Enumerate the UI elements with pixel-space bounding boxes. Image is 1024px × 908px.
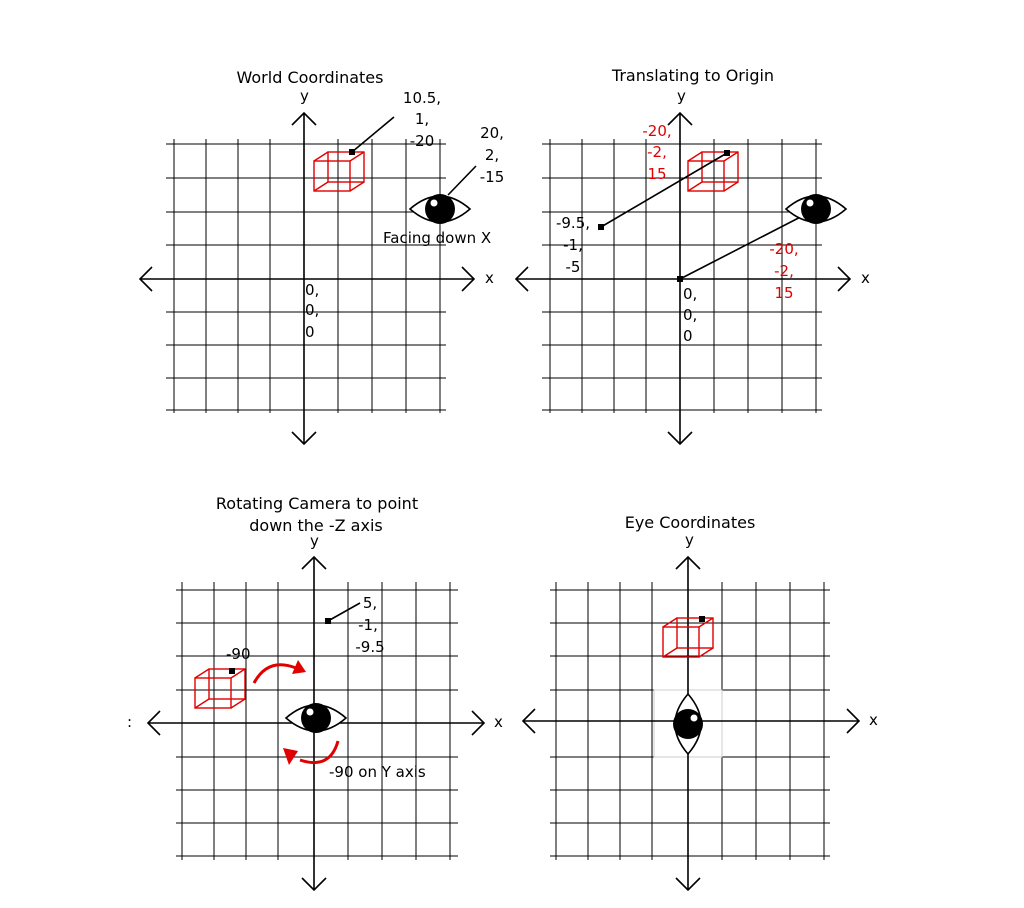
y-axis-label: y [300, 87, 309, 105]
rotation-arrow-icon [254, 660, 306, 683]
y-axis-label: y [685, 531, 694, 549]
point-leader-line [328, 603, 360, 621]
cube-corner-point [699, 616, 705, 622]
svg-text:0,: 0, [683, 285, 698, 303]
cube-icon [314, 152, 364, 191]
svg-text:0: 0 [305, 323, 315, 341]
panel-title: Translating to Origin [611, 66, 775, 85]
svg-text:0,: 0, [305, 301, 320, 319]
svg-text:1,: 1, [414, 110, 430, 128]
panel-title: Eye Coordinates [624, 513, 756, 532]
panel-rotating-camera [127, 494, 503, 890]
panel-eye-coordinates [523, 513, 878, 890]
eye-icon [286, 703, 346, 733]
cube-icon [195, 669, 245, 708]
svg-text:2,: 2, [484, 146, 500, 164]
svg-text:-2,: -2, [774, 262, 794, 280]
x-axis-label: x [494, 713, 503, 731]
rotation-note: -90 on Y axis [329, 763, 426, 781]
panel-translating-to-origin [516, 66, 870, 444]
origin-label [305, 281, 319, 341]
svg-text:0,: 0, [305, 281, 320, 299]
cube-coordinate-label [403, 89, 441, 150]
svg-text:-20,: -20, [769, 240, 799, 258]
svg-text:-1,: -1, [563, 236, 583, 254]
y-axis-label: y [310, 532, 319, 550]
x-axis-label: x [861, 269, 870, 287]
panel-title-line-1: Rotating Camera to point [215, 494, 419, 513]
panel-title: World Coordinates [236, 68, 384, 87]
svg-text:0,: 0, [683, 306, 698, 324]
eye-translated-label [769, 240, 798, 302]
svg-text:-20,: -20, [642, 122, 672, 140]
svg-text:-15: -15 [479, 168, 505, 186]
svg-text:-2,: -2, [647, 143, 667, 161]
svg-text:-20: -20 [409, 132, 435, 150]
stray-mark: : [127, 713, 133, 731]
panel-world-coordinates [140, 68, 504, 444]
svg-text:-9.5,: -9.5, [555, 214, 591, 232]
svg-text:20,: 20, [480, 124, 504, 142]
svg-text:-5: -5 [565, 258, 581, 276]
cube-angle-label: -90 [226, 645, 251, 663]
cube-corner-point [229, 668, 235, 674]
svg-text:-1,: -1, [358, 616, 378, 634]
eye-leader-line [448, 166, 476, 195]
grid [166, 139, 446, 413]
svg-text:10.5,: 10.5, [402, 89, 442, 107]
cube-translated-label [642, 122, 671, 183]
facing-note: Facing down X [383, 229, 492, 247]
eye-icon [410, 194, 470, 224]
eye-coordinate-label [480, 124, 505, 186]
svg-text:0: 0 [683, 327, 693, 345]
x-axis-label: x [485, 269, 494, 287]
cube-leader-line [352, 117, 394, 152]
svg-text:15: 15 [774, 284, 794, 302]
origin-label [683, 285, 697, 345]
rotation-arrow-icon [283, 741, 338, 765]
y-axis-label: y [677, 87, 686, 105]
svg-text:15: 15 [647, 165, 667, 183]
panel-title-line-2: down the -Z axis [249, 516, 383, 535]
x-axis-label: x [869, 711, 878, 729]
svg-text:-9.5: -9.5 [355, 638, 385, 656]
svg-text:5,: 5, [362, 594, 378, 612]
